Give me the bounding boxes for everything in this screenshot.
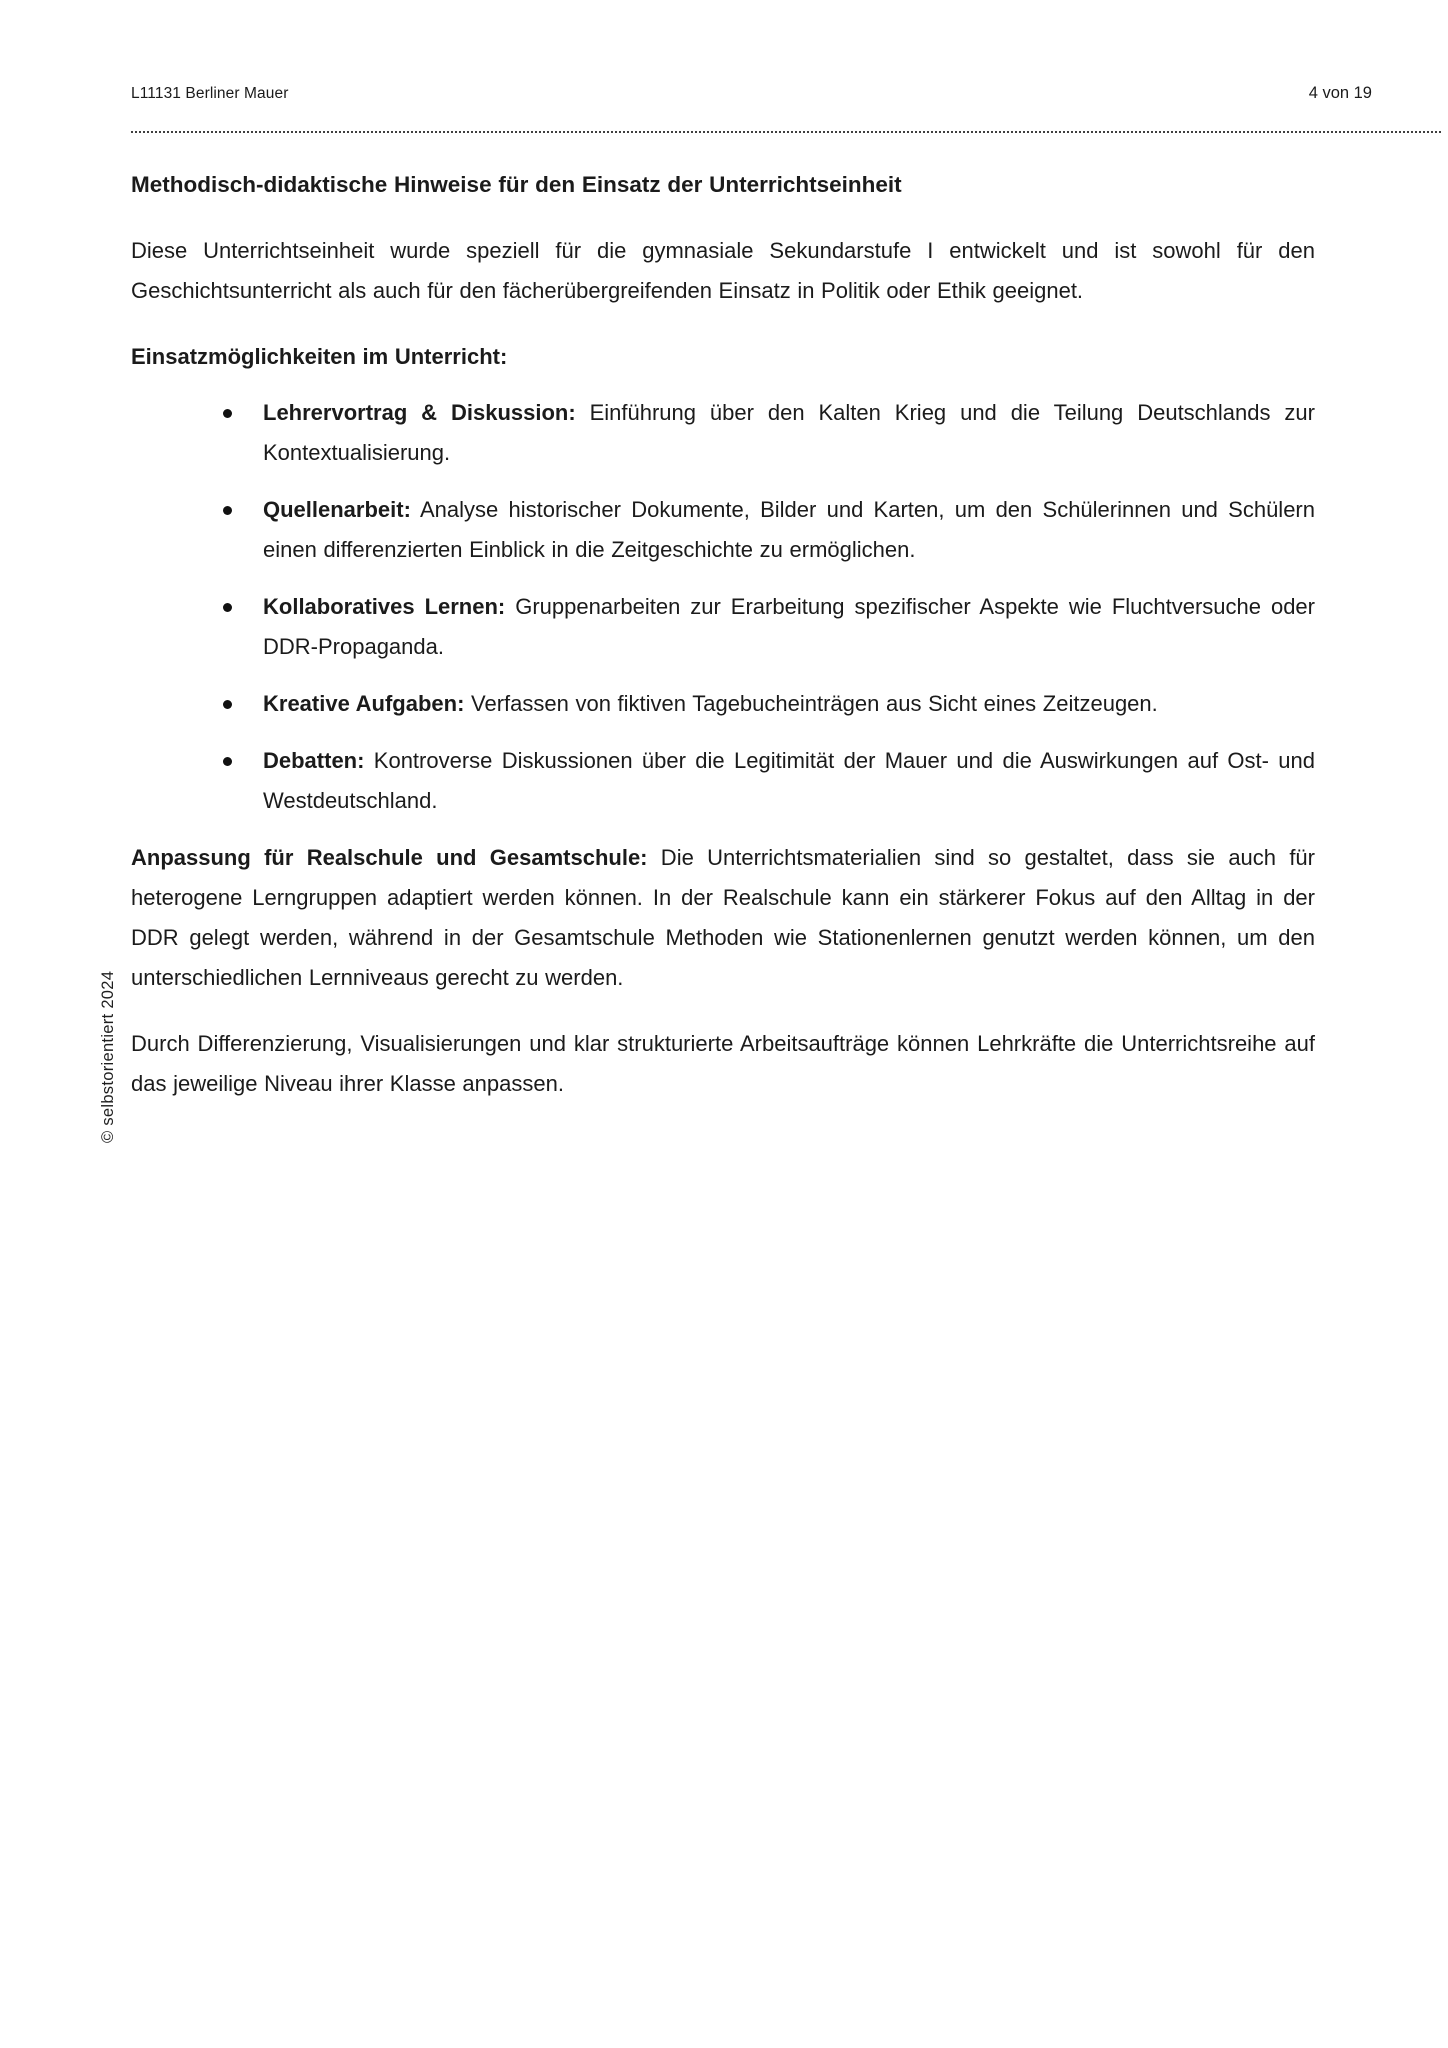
adaptation-lead: Anpassung für Realschule und Gesamtschule: xyxy=(131,845,648,870)
list-item-lead: Kollaboratives Lernen: xyxy=(263,594,506,619)
list-item-text: Kontroverse Diskussionen über die Legitimität der Mauer und die Auswirkungen auf Ost- und Westdeutschland. xyxy=(263,748,1315,813)
document-content xyxy=(131,165,1315,1104)
bullet-icon xyxy=(223,757,232,766)
header-doc-code: L11131 Berliner Mauer xyxy=(131,85,289,102)
section-title: Methodisch-didaktische Hinweise für den Einsatz der Unterrichtseinheit xyxy=(131,172,902,197)
list-item-lead: Debatten: xyxy=(263,748,365,773)
bullet-icon xyxy=(223,603,232,612)
closing-paragraph: Durch Differenzierung, Visualisierungen und klar strukturierte Arbeitsaufträge können Lehrkräfte die Unterrichtsreihe auf das jeweilige Niveau ihrer Klasse anpassen. xyxy=(131,1031,1315,1096)
adaptation-text: Die Unterrichtsmaterialien sind so gestaltet, dass sie auch für heterogene Lerngruppen adaptiert werden können. In der Realschule kann ein stärkerer Fokus auf den Alltag in der DDR gelegt werden, während in der Gesamtschule Methoden wie Stationenlernen genutzt werden können, um den unterschiedlichen Lernniveaus gerecht zu werden. xyxy=(131,845,1315,990)
list-item xyxy=(131,741,1315,821)
list-item xyxy=(131,587,1315,667)
bullet-icon xyxy=(223,409,232,418)
header-page-number: 4 von 19 xyxy=(1308,84,1372,102)
list-item-text: Verfassen von fiktiven Tagebucheinträgen aus Sicht eines Zeitzeugen. xyxy=(464,691,1158,716)
list-item-lead: Lehrervortrag & Diskussion: xyxy=(263,400,576,425)
list-item xyxy=(131,490,1315,570)
list-item-text: Einführung über den Kalten Krieg und die Teilung Deutschlands zur Kontextualisierung. xyxy=(263,400,1315,465)
list-item-lead: Quellenarbeit: xyxy=(263,497,411,522)
copyright-note: © selbstorientiert 2024 xyxy=(99,970,117,1143)
list-heading: Einsatzmöglichkeiten im Unterricht: xyxy=(131,344,508,369)
header-divider-rule xyxy=(131,131,1441,133)
adaptation-paragraph xyxy=(131,838,1315,998)
bullet-icon xyxy=(223,506,232,515)
list-item xyxy=(131,393,1315,473)
intro-paragraph: Diese Unterrichtseinheit wurde speziell für die gymnasiale Sekundarstufe I entwickelt und ist sowohl für den Geschichtsunterricht als auch für den fächerübergreifenden Einsatz in Politik oder Ethik geeignet. xyxy=(131,238,1315,303)
page-header xyxy=(131,84,1372,103)
bullet-list xyxy=(131,393,1315,821)
bullet-icon xyxy=(223,700,232,709)
list-item-text: Analyse historischer Dokumente, Bilder und Karten, um den Schülerinnen und Schülern einen differenzierten Einblick in die Zeitgeschichte zu ermöglichen. xyxy=(263,497,1315,562)
list-item xyxy=(131,684,1315,724)
list-item-text: Gruppenarbeiten zur Erarbeitung spezifischer Aspekte wie Fluchtversuche oder DDR-Propaganda. xyxy=(263,594,1315,659)
list-item-lead: Kreative Aufgaben: xyxy=(263,691,465,716)
